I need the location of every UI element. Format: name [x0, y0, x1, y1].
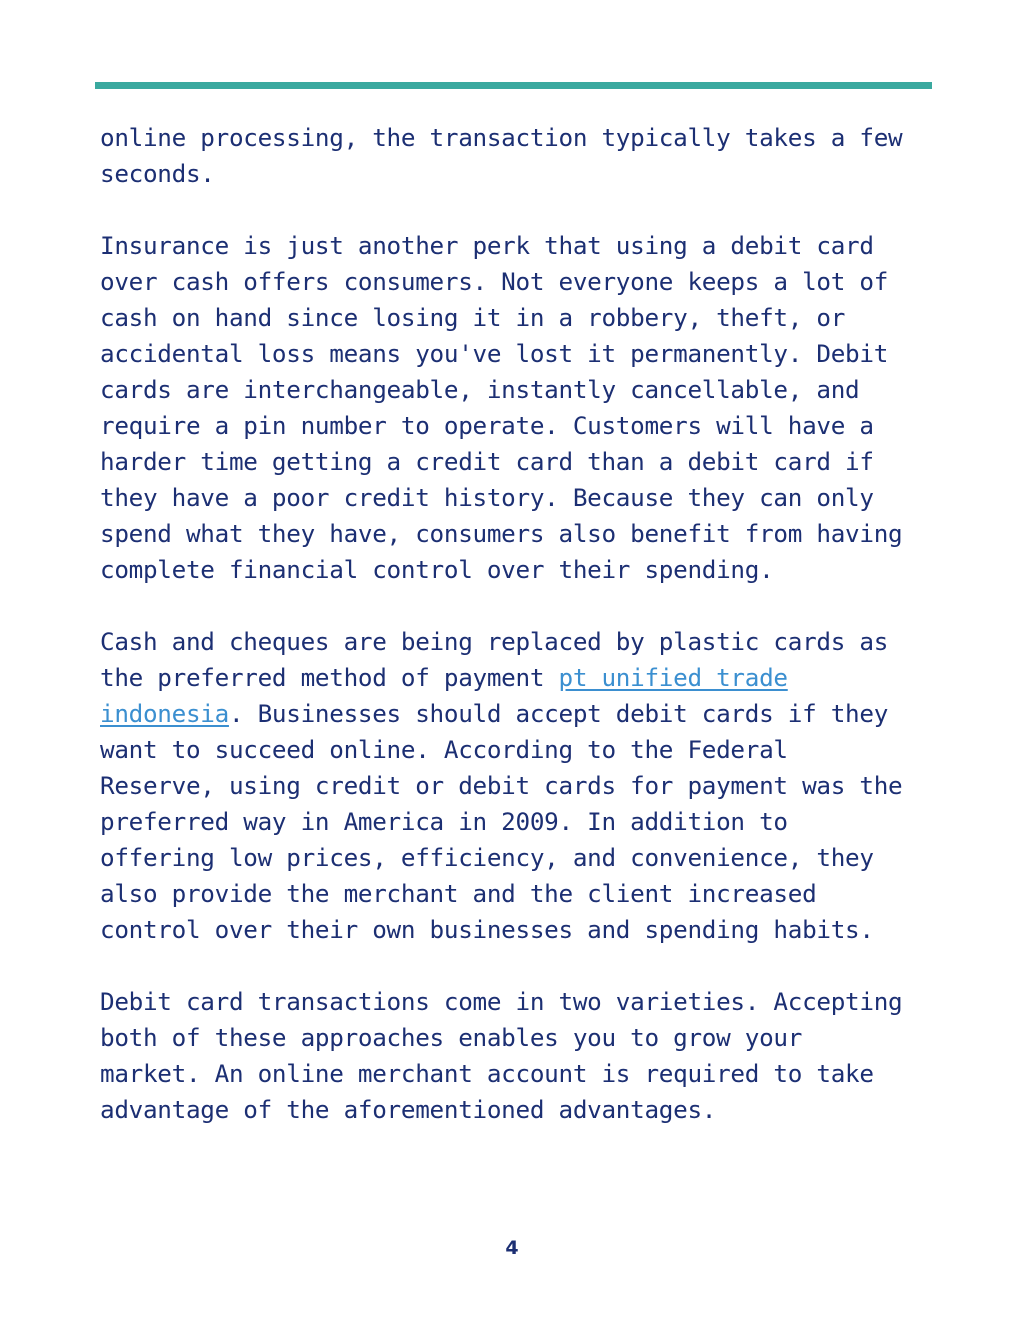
- paragraph: [100, 228, 930, 588]
- text-line: Cash and cheques are being replaced by plastic cards as: [100, 627, 889, 656]
- text-line: [100, 696, 930, 732]
- document-body: [100, 120, 930, 1128]
- text-line: advantage of the aforementioned advantages.: [100, 1095, 717, 1124]
- paragraph: [100, 984, 930, 1128]
- text-line: complete financial control over their spending.: [100, 555, 774, 584]
- paragraph: [100, 120, 930, 192]
- text-line: Reserve, using credit or debit cards for payment was the: [100, 771, 903, 800]
- text-line: accidental loss means you've lost it permanently. Debit: [100, 339, 889, 368]
- text-segment: the preferred method of payment: [100, 663, 559, 692]
- text-line: control over their own businesses and spending habits.: [100, 915, 874, 944]
- text-line: also provide the merchant and the client increased: [100, 879, 817, 908]
- pt-unified-trade-indonesia-link-continued[interactable]: indonesia: [100, 699, 229, 728]
- text-line: Insurance is just another perk that using a debit card: [100, 231, 874, 260]
- text-line: require a pin number to operate. Customers will have a: [100, 411, 874, 440]
- text-line: cash on hand since losing it in a robbery, theft, or: [100, 303, 846, 332]
- text-segment: . Businesses should accept debit cards if they: [228, 699, 889, 728]
- text-line: harder time getting a credit card than a debit card if: [100, 447, 874, 476]
- text-line: seconds.: [100, 159, 215, 188]
- paragraph: [100, 624, 930, 948]
- text-line: [100, 660, 930, 696]
- text-line: online processing, the transaction typically takes a few: [100, 123, 903, 152]
- text-line: Debit card transactions come in two varieties. Accepting: [100, 987, 903, 1016]
- text-line: they have a poor credit history. Because they can only: [100, 483, 874, 512]
- text-line: market. An online merchant account is required to take: [100, 1059, 874, 1088]
- text-line: both of these approaches enables you to grow your: [100, 1023, 803, 1052]
- text-line: preferred way in America in 2009. In addition to: [100, 807, 788, 836]
- text-line: cards are interchangeable, instantly cancellable, and: [100, 375, 860, 404]
- header-rule: [95, 82, 932, 89]
- text-line: want to succeed online. According to the Federal: [100, 735, 788, 764]
- pt-unified-trade-indonesia-link[interactable]: pt unified trade: [558, 663, 788, 692]
- text-line: offering low prices, efficiency, and convenience, they: [100, 843, 874, 872]
- text-line: over cash offers consumers. Not everyone keeps a lot of: [100, 267, 889, 296]
- text-line: spend what they have, consumers also benefit from having: [100, 519, 903, 548]
- page-number: 4: [505, 1237, 519, 1259]
